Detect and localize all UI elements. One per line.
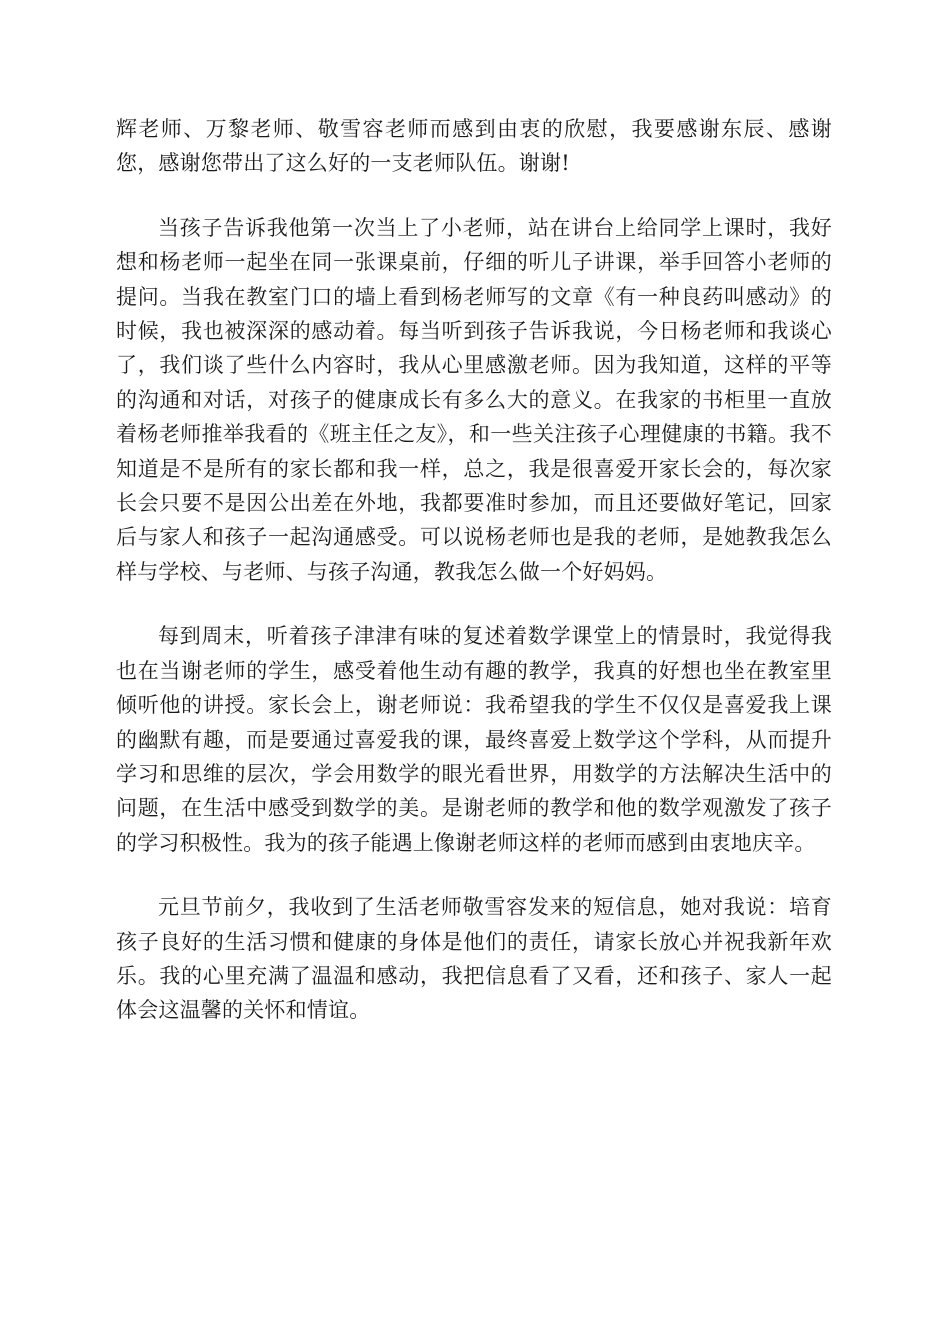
document-body xyxy=(116,112,832,1058)
paragraph-2: 当孩子告诉我他第一次当上了小老师，站在讲台上给同学上课时，我好想和杨老师一起坐在同一张课桌前，仔细的听儿子讲课，举手回答小老师的提问。当我在教室门口的墙上看到杨老师写的文章《有一种良药叫感动》的时候，我也被深深的感动着。每当听到孩子告诉我说，今日杨老师和我谈心了，我们谈了些什么内容时，我从心里感激老师。因为我知道，这样的平等的沟通和对话，对孩子的健康成长有多么大的意义。在我家的书柜里一直放着杨老师推举我看的《班主任之友》，和一些关注孩子心理健康的书籍。我不知道是不是所有的家长都和我一样，总之，我是很喜爱开家长会的，每次家长会只要不是因公出差在外地，我都要准时参加，而且还要做好笔记，回家后与家人和孩子一起沟通感受。可以说杨老师也是我的老师，是她教我怎么样与学校、与老师、与孩子沟通，教我怎么做一个好妈妈。 xyxy=(116,215,832,584)
paragraph-4: 元旦节前夕，我收到了生活老师敬雪容发来的短信息，她对我说：培育孩子良好的生活习惯和健康的身体是他们的责任，请家长放心并祝我新年欢乐。我的心里充满了温温和感动，我把信息看了又看，还和孩子、家人一起体会这温馨的关怀和情谊。 xyxy=(116,895,832,1023)
paragraph-1: 辉老师、万黎老师、敬雪容老师而感到由衷的欣慰，我要感谢东辰、感谢您，感谢您带出了这么好的一支老师队伍。谢谢! xyxy=(116,117,832,176)
paragraph-3: 每到周末，听着孩子津津有味的复述着数学课堂上的情景时，我觉得我也在当谢老师的学生，感受着他生动有趣的教学，我真的好想也坐在教室里倾听他的讲授。家长会上，谢老师说：我希望我的学生不仅仅是喜爱我上课的幽默有趣，而是要通过喜爱我的课，最终喜爱上数学这个学科，从而提升学习和思维的层次，学会用数学的眼光看世界，用数学的方法解决生活中的问题，在生活中感受到数学的美。是谢老师的教学和他的数学观激发了孩子的学习积极性。我为的孩子能遇上像谢老师这样的老师而感到由衷地庆辛。 xyxy=(116,624,832,855)
